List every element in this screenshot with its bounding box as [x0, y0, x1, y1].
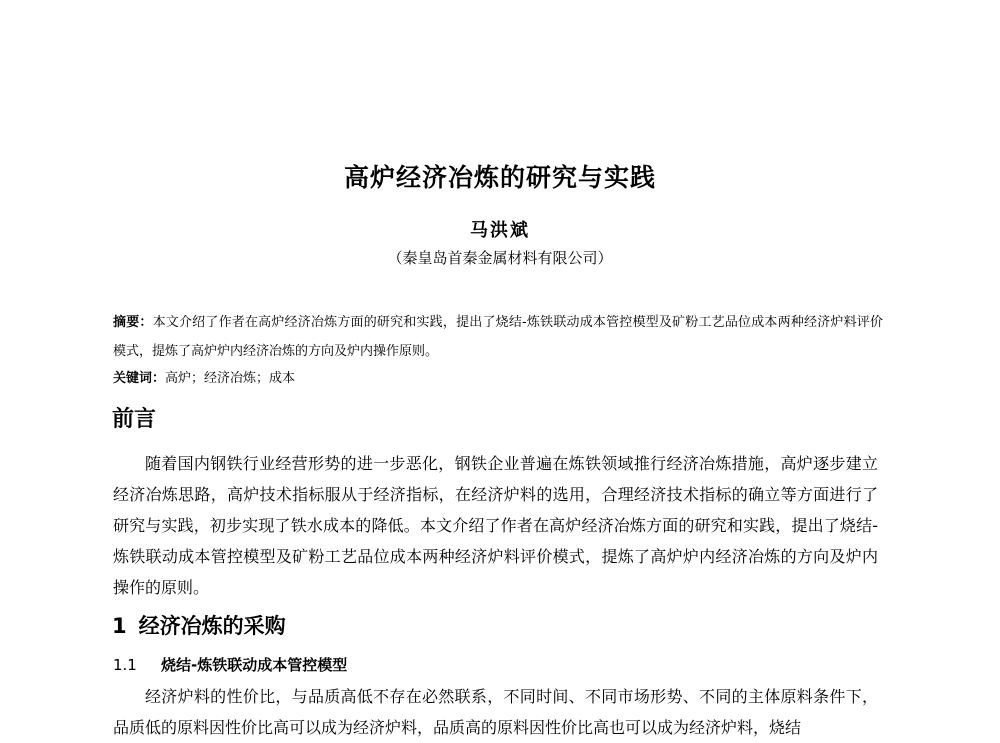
author-affiliation: （秦皇岛首秦金属材料有限公司）: [387, 249, 613, 267]
section-1-title: 经济冶炼的采购: [138, 614, 286, 638]
section-1-1-title: 烧结-炼铁联动成本管控模型: [161, 656, 348, 674]
author-name: 马洪斌: [470, 220, 530, 241]
section-1-1-number: 1.1: [113, 656, 137, 674]
section-1-1-paragraph: 经济炉料的性价比，与品质高低不存在必然联系，不同时间、不同市场形势、不同的主体原料条件下，品质低的原料因性价比高可以成为经济炉料，品质高的原料因性价比高也可以成为经济炉料，烧结: [113, 687, 878, 737]
paper-title: 高炉经济冶炼的研究与实践: [343, 163, 656, 192]
preface-heading: 前言: [112, 407, 157, 432]
keywords-text: 高炉；经济冶炼；成本: [165, 371, 296, 386]
section-1-1-heading: [113, 654, 347, 675]
keywords-label: 关键词：: [113, 371, 166, 386]
section-1-heading: [112, 610, 286, 640]
abstract: [113, 308, 883, 366]
section-1-number: 1: [112, 614, 127, 638]
abstract-text: 本文介绍了作者在高炉经济冶炼方面的研究和实践，提出了烧结-炼铁联动成本管控模型及矿粉工艺品位成本两种经济炉料评价模式，提炼了高炉炉内经济冶炼的方向及炉内操作原则。: [113, 315, 883, 359]
keywords: [113, 367, 883, 391]
preface-paragraph: 随着国内钢铁行业经营形势的进一步恶化，钢铁企业普遍在炼铁领域推行经济冶炼措施，高炉逐步建立经济冶炼思路，高炉技术指标服从于经济指标，在经济炉料的选用，合理经济技术指标的确立等方面进行了研究与实践，初步实现了铁水成本的降低。本文介绍了作者在高炉经济冶炼方面的研究和实践，提出了烧结-炼铁联动成本管控模型及矿粉工艺品位成本两种经济炉料评价模式，提炼了高炉炉内经济冶炼的方向及炉内操作的原则。: [113, 454, 878, 597]
abstract-label: 摘要：: [113, 315, 153, 330]
